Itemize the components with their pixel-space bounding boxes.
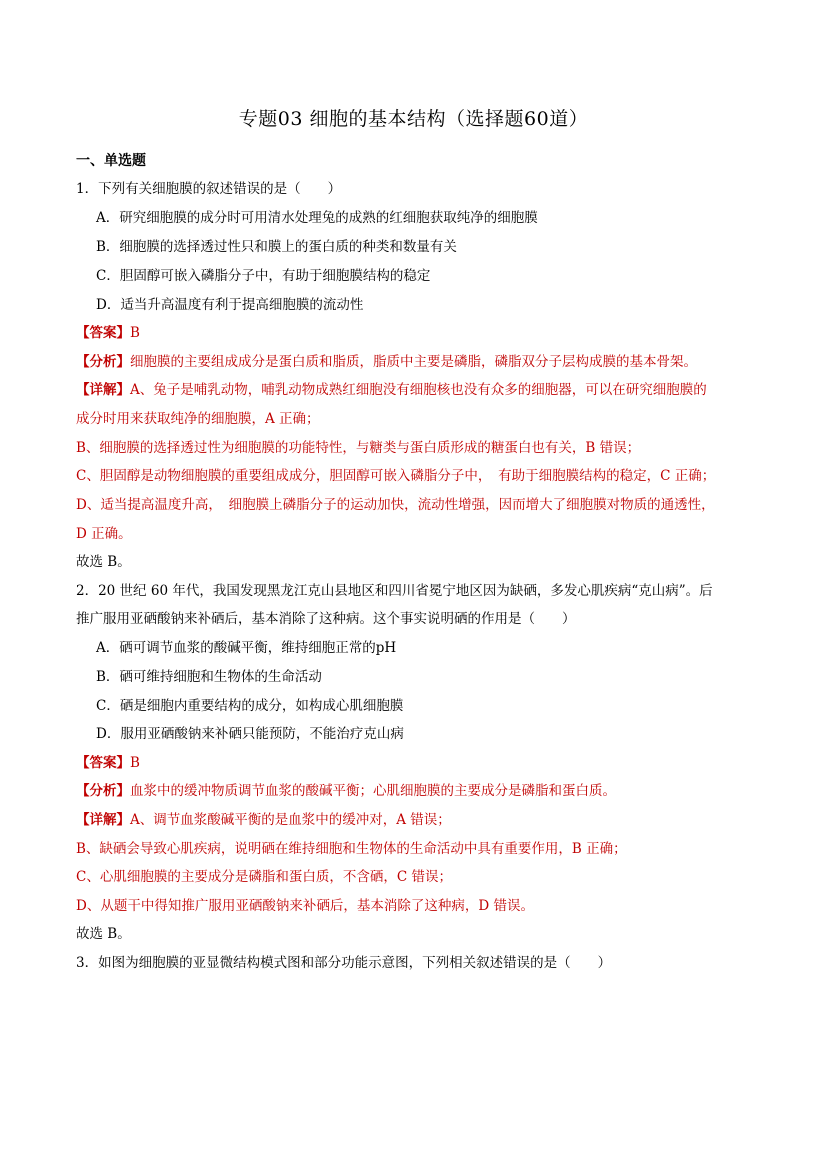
- question-2-analysis: [76, 779, 616, 799]
- question-1-stem: 1．下列有关细胞膜的叙述错误的是（ ）: [76, 181, 342, 197]
- analysis-tag: 【分析】: [76, 354, 130, 370]
- question-2-option-a: A．硒可调节血浆的酸碱平衡，维持细胞正常的pH: [96, 640, 397, 656]
- answer-tag: 【答案】: [76, 755, 130, 771]
- answer-tag: 【答案】: [76, 325, 130, 341]
- question-1-answer: [76, 321, 140, 341]
- question-1-option-d: D．适当升高温度有利于提高细胞膜的流动性: [96, 297, 364, 313]
- question-3-stem: 3．如图为细胞膜的亚显微结构模式图和部分功能示意图，下列相关叙述错误的是（ ）: [76, 955, 612, 971]
- question-1-option-c: C．胆固醇可嵌入磷脂分子中，有助于细胞膜结构的稳定: [96, 268, 431, 284]
- question-2-detail-c: C、心肌细胞膜的主要成分是磷脂和蛋白质，不含硒，C 错误；: [76, 869, 452, 885]
- question-1-detail-a-line2: 成分时用来获取纯净的细胞膜，A 正确；: [76, 411, 320, 427]
- question-2-option-d: D．服用亚硒酸钠来补硒只能预防，不能治疗克山病: [96, 726, 404, 742]
- question-1-detail-b: B、细胞膜的选择透过性为细胞膜的功能特性，与糖类与蛋白质形成的糖蛋白也有关，B 错误；: [76, 440, 641, 456]
- question-1-detail-d-line2: D 正确。: [76, 526, 132, 542]
- question-2-detail-b: B、缺硒会导致心肌疾病，说明硒在维持细胞和生物体的生命活动中具有重要作用，B 正确；: [76, 841, 627, 857]
- question-2-option-c: C．硒是细胞内重要结构的成分，如构成心肌细胞膜: [96, 698, 404, 714]
- question-1-conclusion: 故选 B。: [76, 554, 131, 570]
- question-1-analysis: [76, 350, 697, 370]
- section-heading: 一、单选题: [76, 153, 146, 169]
- detail-text: A、调节血浆酸碱平衡的是血浆中的缓冲对，A 错误；: [130, 812, 451, 828]
- analysis-tag: 【分析】: [76, 783, 130, 799]
- detail-text: A、兔子是哺乳动物，哺乳动物成熟红细胞没有细胞核也没有众多的细胞器，可以在研究细胞膜的: [130, 382, 707, 398]
- question-2-answer: [76, 751, 140, 771]
- analysis-text: 细胞膜的主要组成成分是蛋白质和脂质，脂质中主要是磷脂，磷脂双分子层构成膜的基本骨架。: [130, 354, 697, 370]
- question-1-option-b: B．细胞膜的选择透过性只和膜上的蛋白质的种类和数量有关: [96, 239, 457, 255]
- question-1-detail-d-line1: D、适当提高温度升高， 细胞膜上磷脂分子的运动加快，流动性增强，因而增大了细胞膜对物质的通透性，: [76, 497, 715, 513]
- question-2-conclusion: 故选 B。: [76, 926, 131, 942]
- detail-tag: 【详解】: [76, 382, 130, 398]
- question-2-detail-d: D、从题干中得知推广服用亚硒酸钠来补硒后，基本消除了这种病，D 错误。: [76, 898, 534, 914]
- analysis-text: 血浆中的缓冲物质调节血浆的酸碱平衡；心肌细胞膜的主要成分是磷脂和蛋白质。: [130, 783, 616, 799]
- question-2-detail-a: [76, 808, 451, 828]
- question-1-detail-a-line1: [76, 378, 707, 398]
- document-title: 专题03 细胞的基本结构（选择题60道）: [238, 108, 589, 130]
- question-1-detail-c: C、胆固醇是动物细胞膜的重要组成成分，胆固醇可嵌入磷脂分子中， 有助于细胞膜结构的稳定，C 正确；: [76, 468, 716, 484]
- question-2-stem-line2: 推广服用亚硒酸钠来补硒后，基本消除了这种病。这个事实说明硒的作用是（ ）: [76, 611, 576, 627]
- question-1-option-a: A．研究细胞膜的成分时可用清水处理兔的成熟的红细胞获取纯净的细胞膜: [96, 210, 538, 226]
- question-2-option-b: B．硒可维持细胞和生物体的生命活动: [96, 669, 322, 685]
- detail-tag: 【详解】: [76, 812, 130, 828]
- answer-value: B: [130, 325, 140, 341]
- answer-value: B: [130, 755, 140, 771]
- question-2-stem-line1: 2．20 世纪 60 年代，我国发现黑龙江克山县地区和四川省冕宁地区因为缺硒，多发心肌疾病“克山病”。后: [76, 583, 713, 599]
